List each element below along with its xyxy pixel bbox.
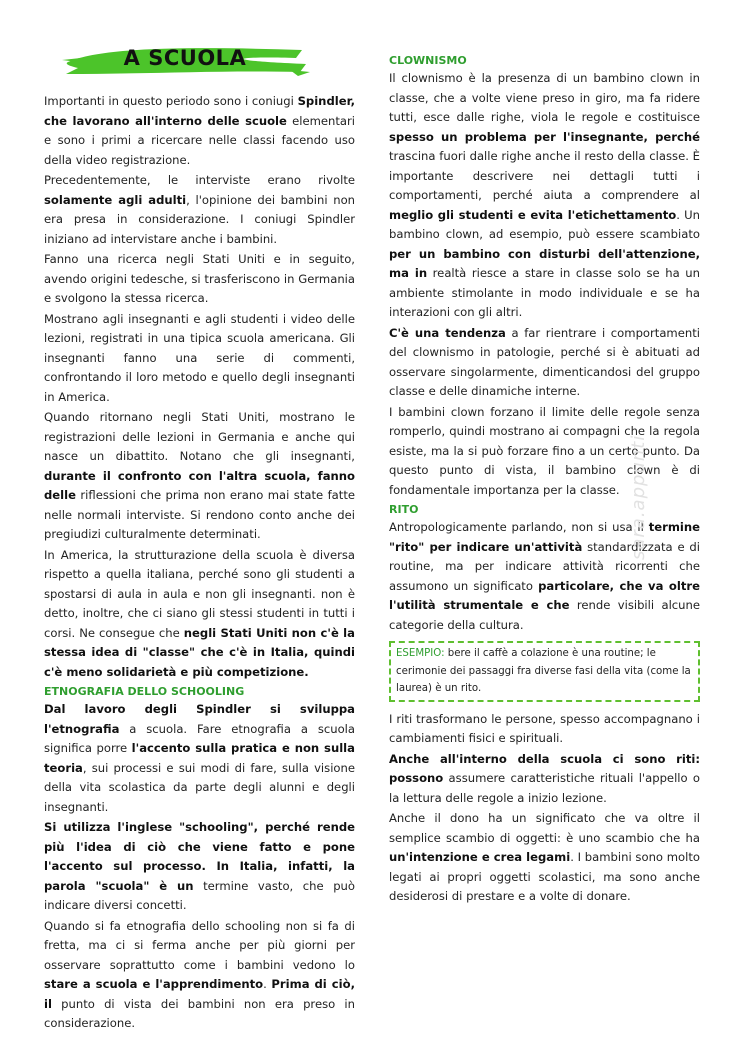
- section-heading: ETNOGRAFIA DELLO SCHOOLING: [44, 685, 245, 698]
- paragraph: I bambini clown forzano il limite delle regole senza romperlo, quindi mostrano ai compagni che la regola esiste, ma la si può forzare fino a un certo punto. Da questo punto di vista, il bambino clown è di fondamentale importanza per la classe.: [389, 404, 700, 497]
- example-label: ESEMPIO:: [396, 648, 445, 659]
- paragraph: In America, la strutturazione della scuola è diversa rispetto a quella italiana, perché sono gli studenti a spostarsi di aula in aula e non gli insegnanti. non è detto, inoltre, che ci siano gli stessi studenti in tutti i corsi. Ne consegue che negli Stati Uniti non c'è la stessa idea di "classe" che c'è in Italia, quindi c'è meno solidarietà e più competizione.: [44, 547, 355, 679]
- paragraph: Quando ritornano negli Stati Uniti, mostrano le registrazioni delle lezioni in Germania e anche qui nasce un dibattito. Notano che gli insegnanti, durante il confronto con l'altra scuola, fanno delle riflessioni che prima non erano mai state fatte nelle normali interviste. Si rendono conto anche dei pregiudizi culturalmente determinati.: [44, 410, 355, 541]
- paragraph: I riti trasformano le persone, spesso accompagnano i cambiamenti fisici e spirituali.: [389, 711, 700, 745]
- paragraph: Il clownismo è la presenza di un bambino clown in classe, che a volte viene preso in giro, ma fa ridere tutti, esce dalle righe, viola le regole e costituisce spesso un problema per l'insegnante, perché trascina fuori dalle righe anche il resto della classe. È importante descrivere nei dettagli tutti i comportamenti, perché aiuta a comprendere al meglio gli studenti e evita l'etichettamento. Un bambino clown, ad esempio, può essere scambiato per un bambino con disturbi dell'attenzione, ma in realtà riesce a stare in classe solo se ha un ambiente stimolante in modo individuale e se ha interazioni con gli altri.: [389, 71, 700, 319]
- paragraph: Fanno una ricerca negli Stati Uniti e in seguito, avendo origini tedesche, si trasferiscono in Germania e svolgono la stessa ricerca.: [44, 252, 355, 305]
- watermark: sara.appunti: [628, 434, 649, 560]
- title-block: [60, 40, 310, 80]
- example-text: bere il caffè a colazione è una routine; le cerimonie dei passaggi fra diverse fasi della vita (come la laurea) è un rito.: [396, 648, 691, 694]
- paragraph: Anche all'interno della scuola ci sono riti: possono assumere caratteristiche rituali l'appello o la lettura delle regole a inizio lezione.: [389, 751, 700, 805]
- paragraph: Quando si fa etnografia dello schooling non si fa di fretta, ma ci si ferma anche per più giorni per osservare soprattutto come i bambini vedono lo stare a scuola e l'apprendimento. Prima di ciò, il punto di vista dei bambini non era preso in considerazione.: [44, 918, 356, 1030]
- paragraph: Si utilizza l'inglese "schooling", perché rende più l'idea di ciò che viene fatto e pone l'accento sul processo. In Italia, infatti, la parola "scuola" è un termine vasto, che può indicare diversi concetti.: [44, 820, 356, 912]
- section-heading: RITO: [389, 503, 419, 516]
- paragraph: Anche il dono ha un significato che va oltre il semplice scambio di oggetti: è uno scambio che ha un'intenzione e crea legami. I bambini sono molto legati ai propri oggetti scolastici, ma sono anche desiderosi di prestare e a volte di donare.: [389, 811, 700, 903]
- paragraph: Antropologicamente parlando, non si usa il termine "rito" per indicare un'attività standardizzata e di routine, ma per indicare attività ricorrenti che assumono un significato particolare, che va oltre l'utilità strumentale e che rende visibili alcune categorie della cultura.: [389, 520, 701, 632]
- example-box: [389, 641, 700, 702]
- paragraph: C'è una tendenza a far rientrare i comportamenti del clownismo in patologie, perché si è abituati ad osservare singolarmente, dimenticandosi del gruppo classe e delle dinamiche interne.: [389, 325, 700, 398]
- section-heading: CLOWNISMO: [389, 54, 467, 67]
- paragraph: Precedentemente, le interviste erano rivolte solamente agli adulti, l'opinione dei bambini non era presa in considerazione. I coniugi Spindler iniziano ad intervistare anche i bambini.: [44, 173, 356, 246]
- left-column: [44, 92, 355, 1035]
- page-title: A SCUOLA: [123, 46, 247, 70]
- paragraph: Dal lavoro degli Spindler si sviluppa l'etnografia a scuola. Fare etnografia a scuola significa porre l'accento sulla pratica e non sulla teoria, sui processi e sui modi di fare, sulla visione della vita scolastica da parte degli alunni e degli insegnanti.: [44, 702, 355, 814]
- paragraph: Importanti in questo periodo sono i coniugi Spindler, che lavorano all'interno delle scuole elementari e sono i primi a ricercare nelle classi facendo uso della video registrazione.: [44, 94, 355, 167]
- paragraph: Mostrano agli insegnanti e agli studenti i video delle lezioni, registrati in una tipica scuola americana. Gli insegnanti fanno una serie di commenti, confrontando il loro metodo e quello degli insegnanti in America.: [44, 311, 355, 404]
- right-column: [389, 52, 700, 908]
